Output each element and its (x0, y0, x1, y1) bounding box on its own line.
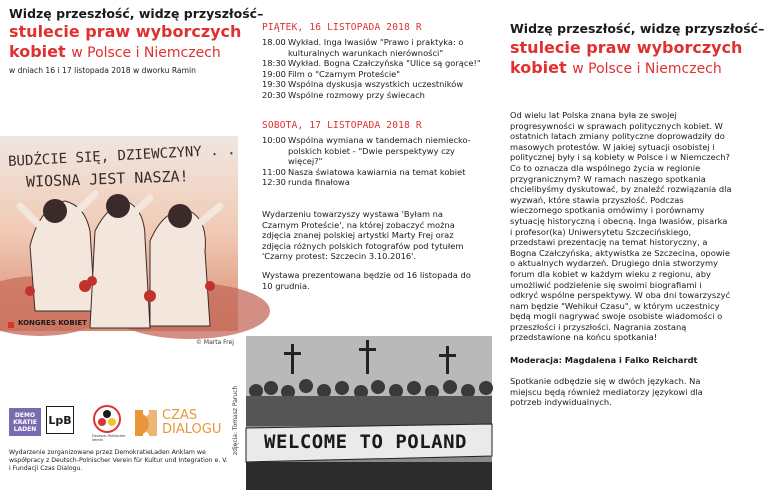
left-title-bold: kobiet (9, 42, 66, 61)
demokratieladen-logo: DEMO KRATIE LADEN (9, 408, 41, 436)
poster-credit: © Marta Frej (196, 339, 234, 346)
czas-dialogu-face-icon (133, 408, 159, 438)
left-title-line3 (9, 42, 221, 63)
right-title-line3 (510, 58, 722, 79)
right-title-bold: kobiet (510, 58, 567, 77)
program-row: 18.00 Wykład. Inga Iwasiów "Prawo i praktyka: o kulturalnych warunkach nierówności" (262, 37, 464, 58)
exhibition-dates: Wystawa prezentowana będzie od 16 listopada do 10 grudnia. (262, 270, 471, 291)
left-panel (0, 0, 264, 490)
left-title-line1: Widzę przeszłość, widzę przyszłość– (9, 6, 264, 21)
deutsch-polnischer-verein-logo (92, 404, 122, 434)
poster-logo: KONGRES KOBIET (18, 319, 87, 327)
protest-photo (246, 336, 492, 490)
left-title-rest: w Polsce i Niemczech (71, 45, 221, 61)
deutsch-polnischer-verein-label: Deutsch-Polnischer Verein (92, 434, 126, 442)
saturday-heading: SOBOTA, 17 LISTOPADA 2018 R (262, 120, 422, 131)
poster-text-line1: BUDŹCIE SIĘ, DZIEWCZYNY . . (7, 142, 236, 170)
right-panel (492, 0, 764, 490)
right-title-line2: stulecie praw wyborczych (510, 38, 743, 57)
friday-program (262, 37, 484, 101)
photo-credit: zdjęcia: Tomasz Paruch (232, 385, 239, 455)
languages-text: Spotkanie odbędzie się w dwóch językach. Na miejscu będą również mediatorzy językowi dla potrzeb indywidualnych. (510, 376, 703, 408)
left-subtitle: w dniach 16 i 17 listopada 2018 w dworku Ramin (9, 66, 196, 75)
left-title-line2: stulecie praw wyborczych (9, 22, 242, 41)
right-title-line1: Widzę przeszłość, widzę przyszłość– (510, 21, 764, 36)
middle-panel (232, 0, 492, 490)
right-body-text: Od wielu lat Polska znana była ze swojej progresywności w sprawach politycznych kobiet. W ostatnich latach zmiany polityczne doprowadziły do masowych protestów. W jakiej sytuacji osobistej i politycznej były i są kobiety w Polsce i w Niemczech? Co to oznacza dla wspólnego życia w regionie przygranicznym? W ramach naszego spotkania chcielibyśmy dyskutować, by znaleźć rozwiązania dla wyzwań, które stawia przyszłość. Podczas wieczornego spotkania omówimy i porównamy sytuację historyczną i obecną. Inga Iwasiów, pisarka i profesor(ka) Uniwersytetu Szczecińskiego, przedstawi prezentację na temat historyczny, a Bogna Czałczyńska, aktywistka ze Szczecina, opowie o aktualnych wydarzeń. Drugiego dnia stworzymy forum dla kobiet w każdym wieku z regionu, aby umożliwić podzielenie się swoimi biografiami i odkryć wspólne perspektywy. W oba dni towarzyszyć nam będzie "Wehikuł Czasu", w którym uczestnicy będą mogli nagrywać swoje osobiste wiadomości o przeszłości i przyszłości. Nagrania zostaną przedstawione na końcu spotkania! (510, 110, 732, 343)
moderation-text: Moderacja: Magdalena i Falko Reichardt (510, 355, 698, 365)
program-row: 19:00 Film o "Czarnym Proteście" (262, 68, 401, 79)
saturday-program (262, 135, 484, 188)
protest-photo-illustration (246, 336, 492, 490)
right-title-rest: w Polsce i Niemczech (572, 61, 722, 77)
exhibition-paragraph: Wydarzeniu towarzyszy wystawa 'Byłam na Czarnym Proteście', na której zobaczyć można zdjęcia znanej polskiej artystki Marty Frej oraz zdjęcia różnych polskich fotografów pod tytułem 'Czarny protest: Szczecin 3.10.2016'. (262, 209, 464, 262)
program-row: 12:30 runda finałowa (262, 177, 350, 188)
program-row: 10:00 Wspólna wymiana w tandemach niemiecko-polskich kobiet - "Dwie perspektywy czy więcej?" (262, 135, 471, 167)
poster-image (0, 136, 238, 331)
left-footer: Wydarzenie zorganizowane przez DemokratieLaden Anklam we współpracy z Deutsch-Polnischer Verein für Kultur und Integration e. V. i Fundacji Czas Dialogu. (9, 449, 228, 473)
friday-heading: PIĄTEK, 16 LISTOPADA 2018 R (262, 22, 422, 33)
program-row: 18:30 Wykład. Bogna Czałczyńska "Ulice są gorące!" (262, 58, 481, 69)
program-row: 20:30 Wspólne rozmowy przy świecach (262, 89, 425, 100)
program-row: 11:00 Nasza światowa kawiarnia na temat kobiet (262, 166, 466, 177)
lpb-logo: LpB (46, 406, 74, 434)
photo-banner-text: WELCOME TO POLAND (264, 431, 467, 453)
czas-dialogu-logo: CZAS DIALOGU (133, 408, 221, 438)
poster-text-line2: WIOSNA JEST NASZA! (25, 167, 189, 191)
program-row: 19:30 Wspólna dyskusja wszystkich uczestników (262, 79, 464, 90)
